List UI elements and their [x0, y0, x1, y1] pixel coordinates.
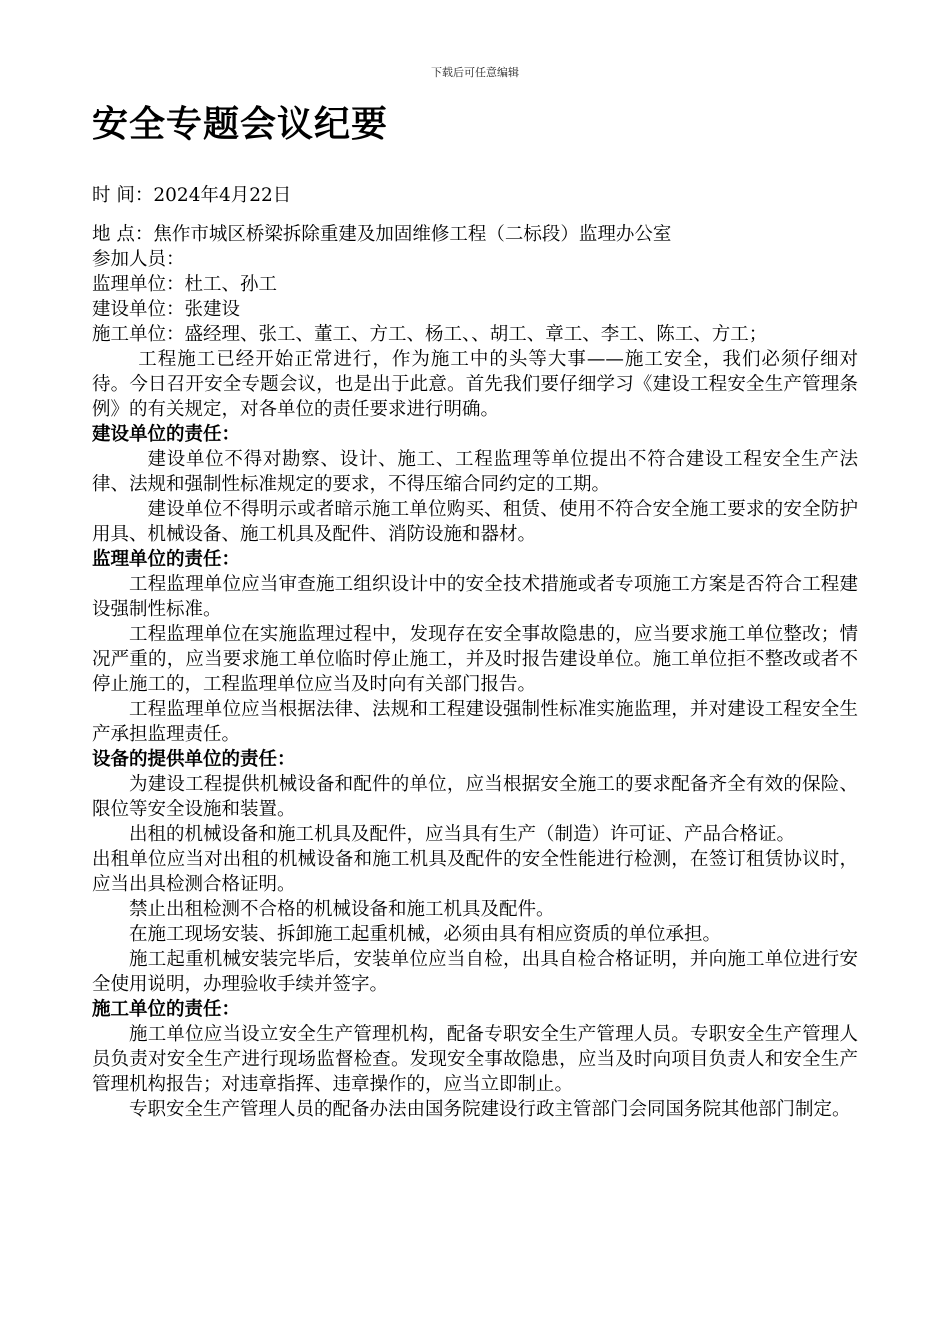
paragraph: 为建设工程提供机械设备和配件的单位，应当根据安全施工的要求配备齐全有效的保险、限位等安全设施和装置。 [92, 774, 858, 820]
paragraph: 禁止出租检测不合格的机械设备和施工机具及配件。 [129, 899, 555, 920]
date-label: 时 间： [92, 185, 154, 206]
paragraph: 工程监理单位在实施监理过程中，发现存在安全事故隐患的，应当要求施工单位整改；情况严重的，应当要求施工单位临时停止施工，并及时报告建设单位。施工单位拒不整改或者不停止施工的，工程监理单位应当及时向有关部门报告。 [92, 624, 858, 695]
section-heading-supervision: 监理单位的责任： [92, 549, 241, 570]
document-body [92, 183, 858, 1122]
paragraph: 工程监理单位应当审查施工组织设计中的安全技术措施或者专项施工方案是否符合工程建设强制性标准。 [92, 574, 858, 620]
attendees-supervision [92, 272, 858, 297]
owner-value: 张建设 [184, 299, 241, 320]
section-heading-owner: 建设单位的责任： [92, 424, 241, 445]
page-header-note: 下载后可任意编辑 [431, 66, 519, 79]
paragraph: 专职安全生产管理人员的配备办法由国务院建设行政主管部门会同国务院其他部门制定。 [129, 1099, 851, 1120]
date-value: 2024年4月22日 [153, 185, 292, 206]
place-value: 焦作市城区桥梁拆除重建及加固维修工程（二标段）监理办公室 [153, 224, 672, 245]
intro-paragraph: 工程施工已经开始正常进行，作为施工中的头等大事——施工安全，我们必须仔细对待。今日召开安全专题会议，也是出于此意。首先我们要仔细学习《建设工程安全生产管理条例》的有关规定，对各单位的责任要求进行明确。 [92, 349, 858, 420]
contractor-value: 盛经理、张工、董工、方工、杨工、、胡工、章工、李工、陈工、方工； [184, 324, 768, 345]
attendees-contractor [92, 322, 858, 347]
supervision-label: 监理单位： [92, 274, 185, 295]
paragraph: 建设单位不得对勘察、设计、施工、工程监理等单位提出不符合建设工程安全生产法律、法规和强制性标准规定的要求，不得压缩合同约定的工期。 [92, 449, 858, 495]
paragraph: 出租单位应当对出租的机械设备和施工机具及配件的安全性能进行检测，在签订租赁协议时，应当出具检测合格证明。 [92, 849, 858, 895]
attendees-owner [92, 297, 858, 322]
attendees-label: 参加人员： [92, 249, 185, 270]
paragraph: 在施工现场安装、拆卸施工起重机械，必须由具有相应资质的单位承担。 [129, 924, 722, 945]
document-title: 安全专题会议纪要 [92, 104, 389, 145]
place-label: 地 点： [92, 224, 154, 245]
contractor-label: 施工单位： [92, 324, 185, 345]
paragraph: 建设单位不得明示或者暗示施工单位购买、租赁、使用不符合安全施工要求的安全防护用具、机械设备、施工机具及配件、消防设施和器材。 [92, 499, 858, 545]
paragraph: 施工起重机械安装完毕后，安装单位应当自检，出具自检合格证明，并向施工单位进行安全使用说明，办理验收手续并签字。 [92, 949, 858, 995]
owner-label: 建设单位： [92, 299, 185, 320]
section-heading-equipment: 设备的提供单位的责任： [92, 749, 296, 770]
meeting-date [92, 183, 858, 208]
meeting-place [92, 222, 858, 247]
paragraph: 工程监理单位应当根据法律、法规和工程建设强制性标准实施监理，并对建设工程安全生产承担监理责任。 [92, 699, 858, 745]
paragraph: 出租的机械设备和施工机具及配件，应当具有生产（制造）许可证、产品合格证。 [129, 824, 796, 845]
paragraph: 施工单位应当设立安全生产管理机构，配备专职安全生产管理人员。专职安全生产管理人员负责对安全生产进行现场监督检查。发现安全事故隐患，应当及时向项目负责人和安全生产管理机构报告；对违章指挥、违章操作的，应当立即制止。 [92, 1024, 858, 1095]
supervision-value: 杜工、孙工 [184, 274, 278, 295]
section-heading-contractor: 施工单位的责任： [92, 999, 241, 1020]
